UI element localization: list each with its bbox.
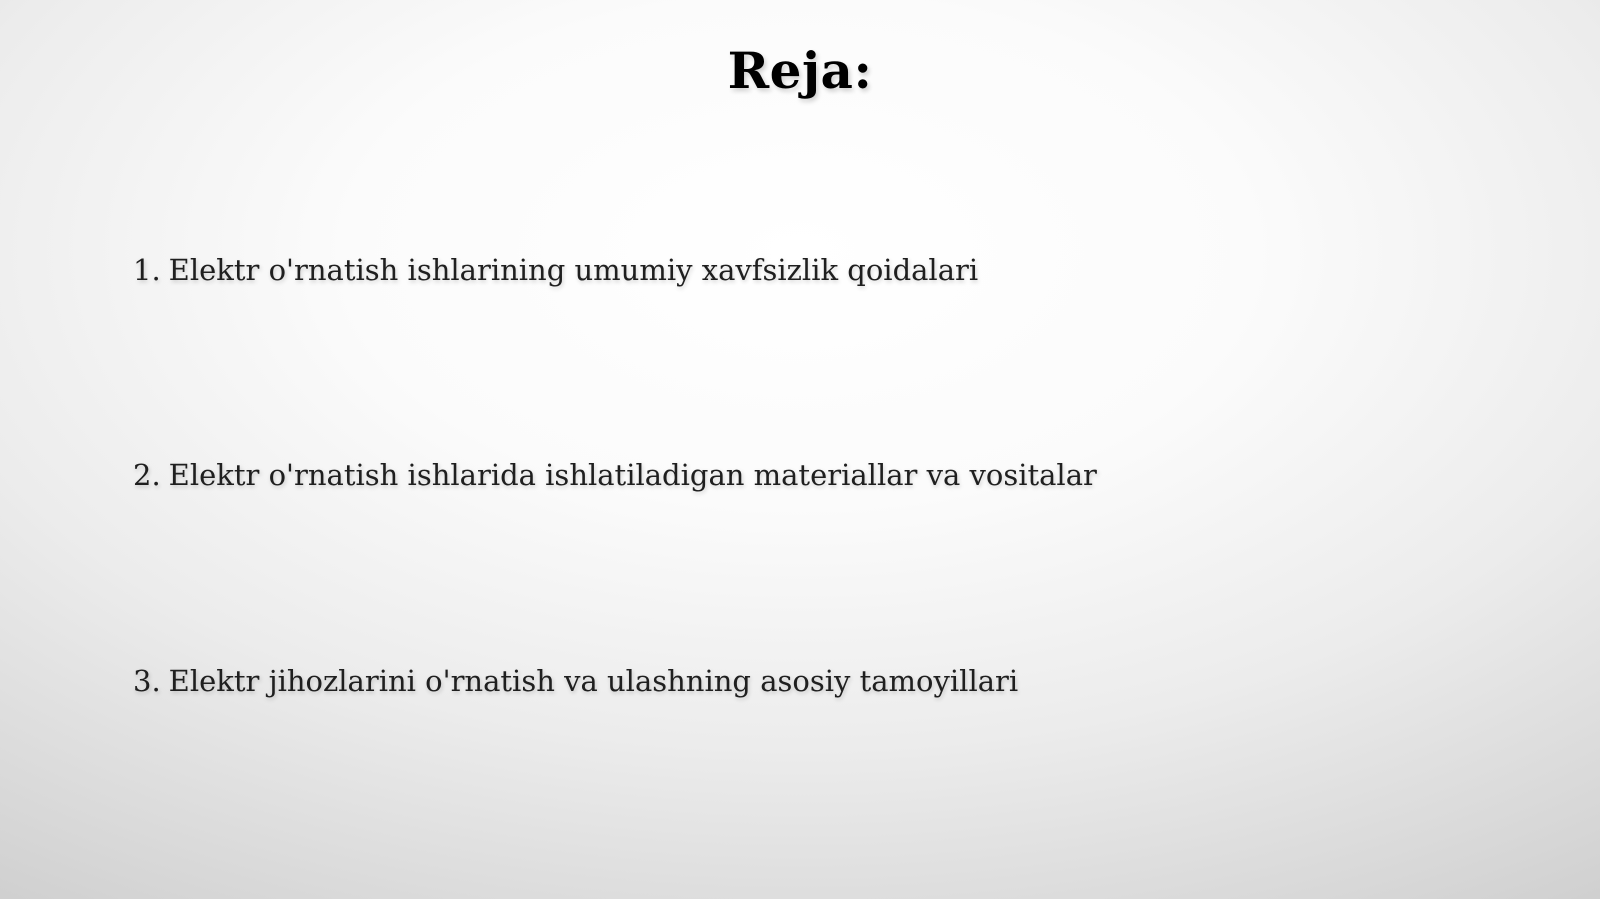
plan-item-1 [133, 252, 978, 288]
plan-item-text: Elektr o'rnatish ishlarida ishlatiladigan materiallar va vositalar [168, 458, 1097, 492]
plan-item-number: 3. [133, 664, 161, 698]
plan-item-3 [133, 663, 1018, 699]
plan-item-text: Elektr o'rnatish ishlarining umumiy xavfsizlik qoidalari [168, 253, 979, 287]
plan-item-number: 1. [133, 253, 161, 287]
plan-item-2 [133, 457, 1097, 493]
plan-item-number: 2. [133, 458, 161, 492]
plan-item-text: Elektr jihozlarini o'rnatish va ulashning asosiy tamoyillari [168, 664, 1019, 698]
slide-title: Reja: [727, 41, 873, 100]
